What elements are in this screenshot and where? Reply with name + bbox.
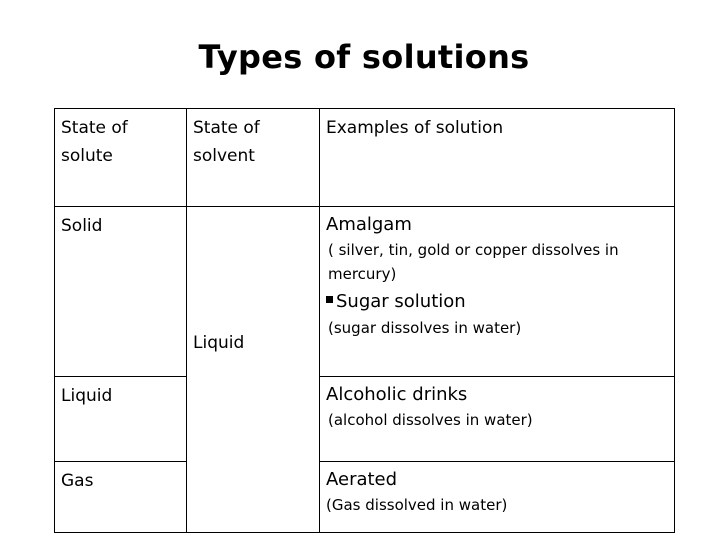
header-state-of-solute: State of solute xyxy=(55,109,187,207)
example-note: (sugar dissolves in water) xyxy=(328,319,522,337)
example-note: ( silver, tin, gold or copper dissolves in mercury) xyxy=(328,241,619,283)
solvent-label: Liquid xyxy=(193,333,245,353)
solutions-table xyxy=(54,108,675,533)
example-name: Aerated xyxy=(326,469,398,490)
header-state-of-solvent: State of solvent xyxy=(187,109,320,207)
solute-cell: Liquid xyxy=(55,377,187,462)
table-row xyxy=(55,377,675,462)
example-name: Alcoholic drinks xyxy=(326,384,468,405)
examples-cell xyxy=(320,377,675,462)
examples-cell xyxy=(320,462,675,533)
header-examples-of-solution: Examples of solution xyxy=(320,109,675,207)
example-name: Amalgam xyxy=(326,214,412,235)
example-note: (alcohol dissolves in water) xyxy=(328,411,533,429)
table-header-row xyxy=(55,109,675,207)
square-bullet-icon xyxy=(326,296,333,303)
example-note: (Gas dissolved in water) xyxy=(326,496,508,514)
solvent-cell xyxy=(187,207,320,533)
examples-cell xyxy=(320,207,675,377)
table-row xyxy=(55,207,675,377)
example-name: Sugar solution xyxy=(336,291,466,312)
page-title: Types of solutions xyxy=(198,38,530,76)
solute-cell: Solid xyxy=(55,207,187,377)
table-row xyxy=(55,462,675,533)
example-bulleted xyxy=(326,288,668,316)
solute-cell: Gas xyxy=(55,462,187,533)
